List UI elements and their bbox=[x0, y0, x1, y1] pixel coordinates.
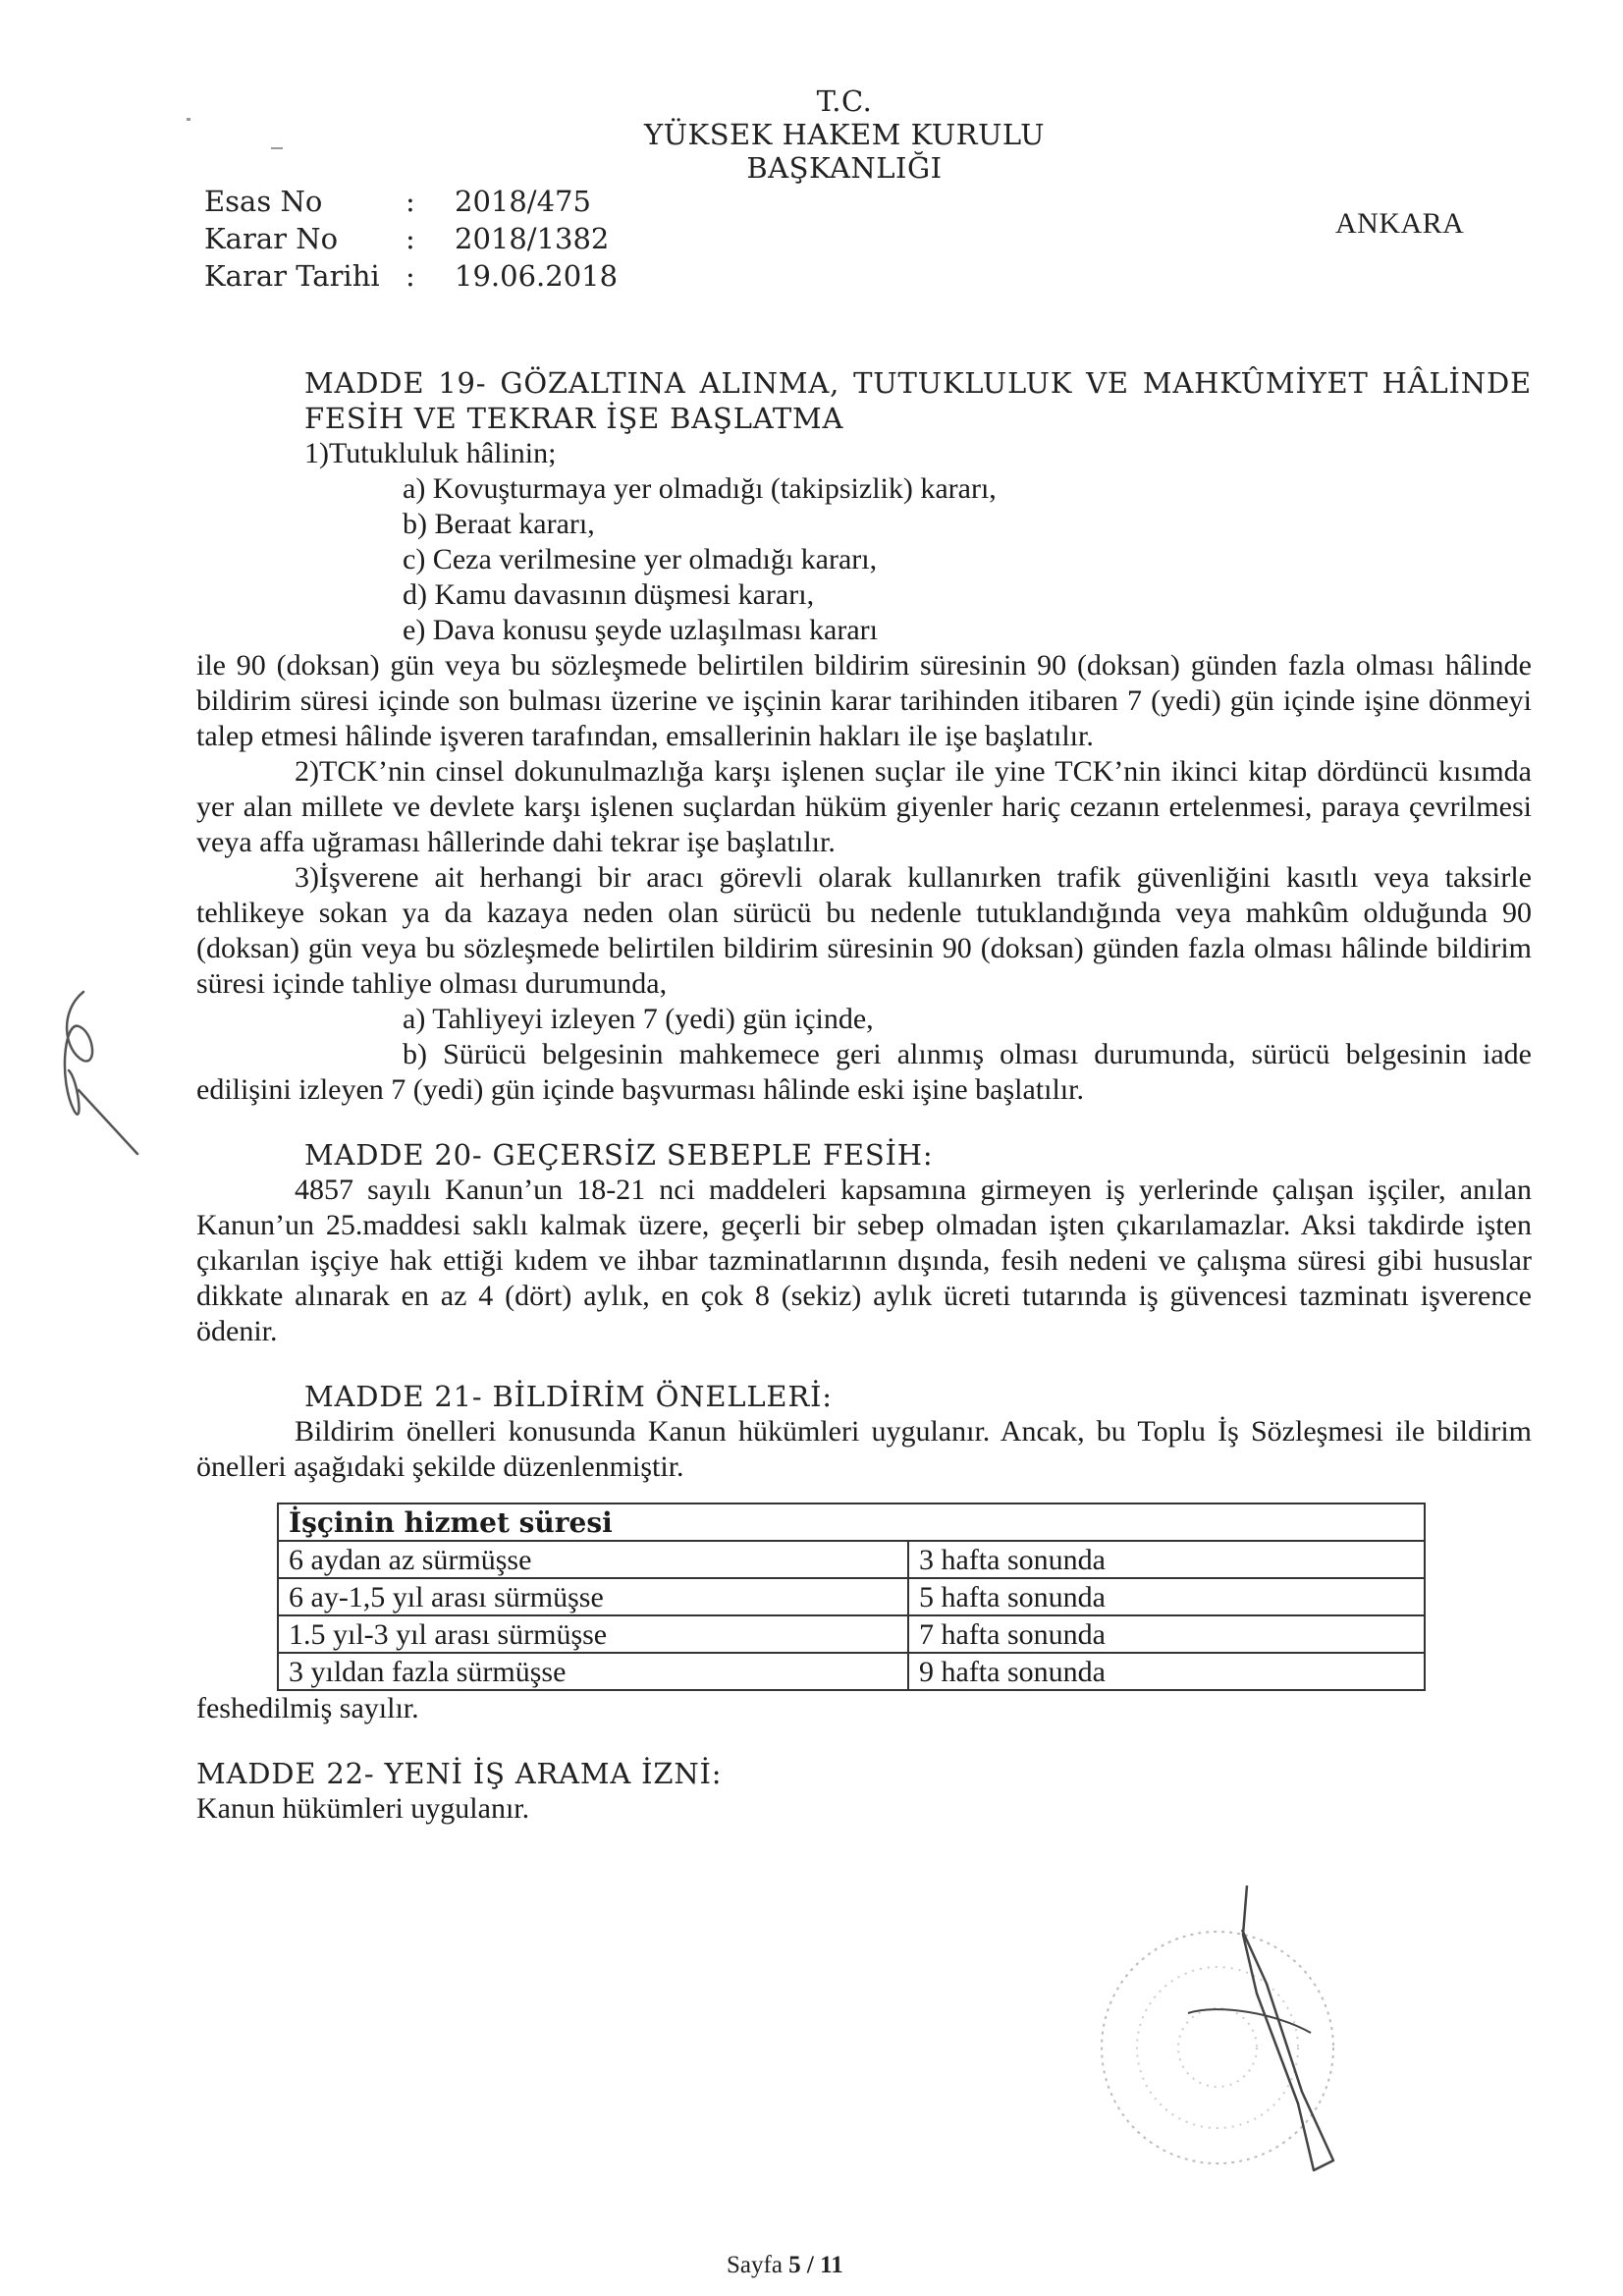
duration-cell: 3 yıldan fazla sürmüşse bbox=[278, 1653, 908, 1690]
issuer-header bbox=[550, 84, 1139, 185]
handwritten-initial bbox=[39, 972, 157, 1169]
notice-cell: 7 hafta sonunda bbox=[908, 1615, 1425, 1653]
madde-19-p1-intro: 1)Tutukluluk hâlinin; bbox=[304, 437, 557, 469]
meta-row-tarih bbox=[204, 257, 618, 295]
madde-19-p2: 2)TCK’nin cinsel dokunulmazlığa karşı işlenen suçlar ile yine TCK’nin ikinci kitap dördüncü kısımda yer alan millete ve devlete karşı işlenen suçlardan hüküm giyenler hariç cezanın ertelenmesi, paraya çevrilmesi veya affa uğraması hâllerinde dahi tekrar işe başlatılır. bbox=[196, 755, 1532, 858]
table-header-row bbox=[278, 1503, 1425, 1541]
madde-21-heading: MADDE 21- BİLDİRİM ÖNELLERİ: bbox=[304, 1380, 833, 1413]
madde-19-item: c) Ceza verilmesine yer olmadığı kararı, bbox=[403, 543, 878, 575]
header-line-institution: YÜKSEK HAKEM KURULU bbox=[643, 118, 1046, 151]
madde-22-body: Kanun hükümleri uygulanır. bbox=[196, 1792, 530, 1825]
duration-cell: 6 aydan az sürmüşse bbox=[278, 1541, 908, 1578]
madde-22-heading: MADDE 22- YENİ İŞ ARAMA İZNİ: bbox=[196, 1757, 723, 1790]
notice-cell: 9 hafta sonunda bbox=[908, 1653, 1425, 1690]
city: ANKARA bbox=[1335, 207, 1465, 240]
duration-cell: 1.5 yıl-3 yıl arası sürmüşse bbox=[278, 1615, 908, 1653]
madde-19-item: d) Kamu davasının düşmesi kararı, bbox=[403, 578, 815, 611]
meta-value: 2018/475 bbox=[455, 185, 591, 218]
header-line-tc: T.C. bbox=[816, 84, 873, 118]
madde-19-item: a) Kovuşturmaya yer olmadığı (takipsizlik) kararı, bbox=[403, 472, 997, 505]
madde-20-heading: MADDE 20- GEÇERSİZ SEBEPLE FESİH: bbox=[304, 1138, 934, 1172]
duration-cell: 6 ay-1,5 yıl arası sürmüşse bbox=[278, 1578, 908, 1615]
notice-period-table bbox=[277, 1503, 1426, 1691]
madde-20-body: 4857 sayılı Kanun’un 18-21 nci maddeleri kapsamına girmeyen iş yerlerinde çalışan işçiler, anılan Kanun’un 25.maddesi saklı kalmak üzere, geçerli bir sebep olmadan işten çıkarılamazlar. Aksi takdirde işten çıkarılan işçiye hak ettiği kıdem ve ihbar tazminatlarının dışında, fesih nedeni ve çalışma süresi gibi hususlar dikkate alınarak en az 4 (dört) aylık, en çok 8 (sekiz) aylık ücreti tutarında iş güvencesi tazminatı işverence ödenir. bbox=[196, 1174, 1532, 1347]
madde-21-body: Bildirim önelleri konusunda Kanun hükümleri uygulanır. Ancak, bu Toplu İş Sözleşmesi ile bildirim önelleri aşağıdaki şekilde düzenlenmiştir. bbox=[196, 1415, 1532, 1483]
table-row bbox=[278, 1578, 1425, 1615]
header-line-presidency: BAŞKANLIĞI bbox=[746, 151, 943, 185]
official-seal bbox=[1070, 1876, 1365, 2180]
meta-label: Karar No bbox=[204, 222, 339, 255]
document-body bbox=[196, 365, 1532, 1827]
madde-19-p1-body: ile 90 (doksan) gün veya bu sözleşmede belirtilen bildirim süresinin 90 (doksan) günden fazla olması hâlinde bildirim süresi içinde son bulması üzerine ve işçinin karar tarihinden itibaren 7 (yedi) gün içinde işine dönmeyi talep etmesi hâlinde işveren tarafından, emsallerinin hakları ile işe başlatılır. bbox=[196, 649, 1532, 752]
case-meta bbox=[204, 183, 618, 295]
madde-19-p3: 3)İşverene ait herhangi bir aracı görevli olarak kullanırken trafik güvenliğini kasıtlı veya taksirle tehlikeye sokan ya da kazaya neden olan sürücü bu nedenle tutuklandığında veya mahkûm olduğunda 90 (doksan) gün veya bu sözleşmede belirtilen bildirim süresinin 90 (doksan) günden fazla olması hâlinde bildirim süresi içinde tahliye olması durumunda, bbox=[196, 861, 1532, 1000]
meta-label: Esas No bbox=[204, 185, 323, 218]
madde-21-after: feshedilmiş sayılır. bbox=[196, 1692, 419, 1724]
page-number-label: Sayfa bbox=[727, 2252, 783, 2278]
table-header-cell: İşçinin hizmet süresi bbox=[278, 1503, 1425, 1541]
table-row bbox=[278, 1541, 1425, 1578]
notice-cell: 5 hafta sonunda bbox=[908, 1578, 1425, 1615]
meta-value: 19.06.2018 bbox=[455, 259, 619, 293]
meta-sep: : bbox=[406, 222, 415, 255]
meta-sep: : bbox=[406, 185, 415, 218]
meta-value: 2018/1382 bbox=[455, 222, 610, 255]
meta-row-esas bbox=[204, 183, 618, 220]
table-row bbox=[278, 1615, 1425, 1653]
meta-label: Karar Tarihi bbox=[204, 259, 380, 293]
meta-row-karar bbox=[204, 220, 618, 257]
page-number bbox=[727, 2252, 843, 2279]
table-row bbox=[278, 1653, 1425, 1690]
notice-cell: 3 hafta sonunda bbox=[908, 1541, 1425, 1578]
madde-19-p3-a: a) Tahliyeyi izleyen 7 (yedi) gün içinde, bbox=[403, 1003, 874, 1035]
page-number-value: 5 / 11 bbox=[788, 2252, 843, 2278]
meta-sep: : bbox=[406, 259, 415, 293]
madde-19-heading: MADDE 19- GÖZALTINA ALINMA, TUTUKLULUK VE MAHKÛMİYET HÂLİNDE FESİH VE TEKRAR İŞE BAŞLATMA bbox=[304, 366, 1532, 435]
madde-19-item: e) Dava konusu şeyde uzlaşılması kararı bbox=[403, 614, 878, 646]
madde-19-p3-b: b) Sürücü belgesinin mahkemece geri alınmış olması durumunda, sürücü belgesinin iade edilişini izleyen 7 (yedi) gün içinde başvurması hâlinde eski işine başlatılır. bbox=[196, 1038, 1532, 1106]
madde-19-item: b) Beraat kararı, bbox=[403, 508, 595, 540]
